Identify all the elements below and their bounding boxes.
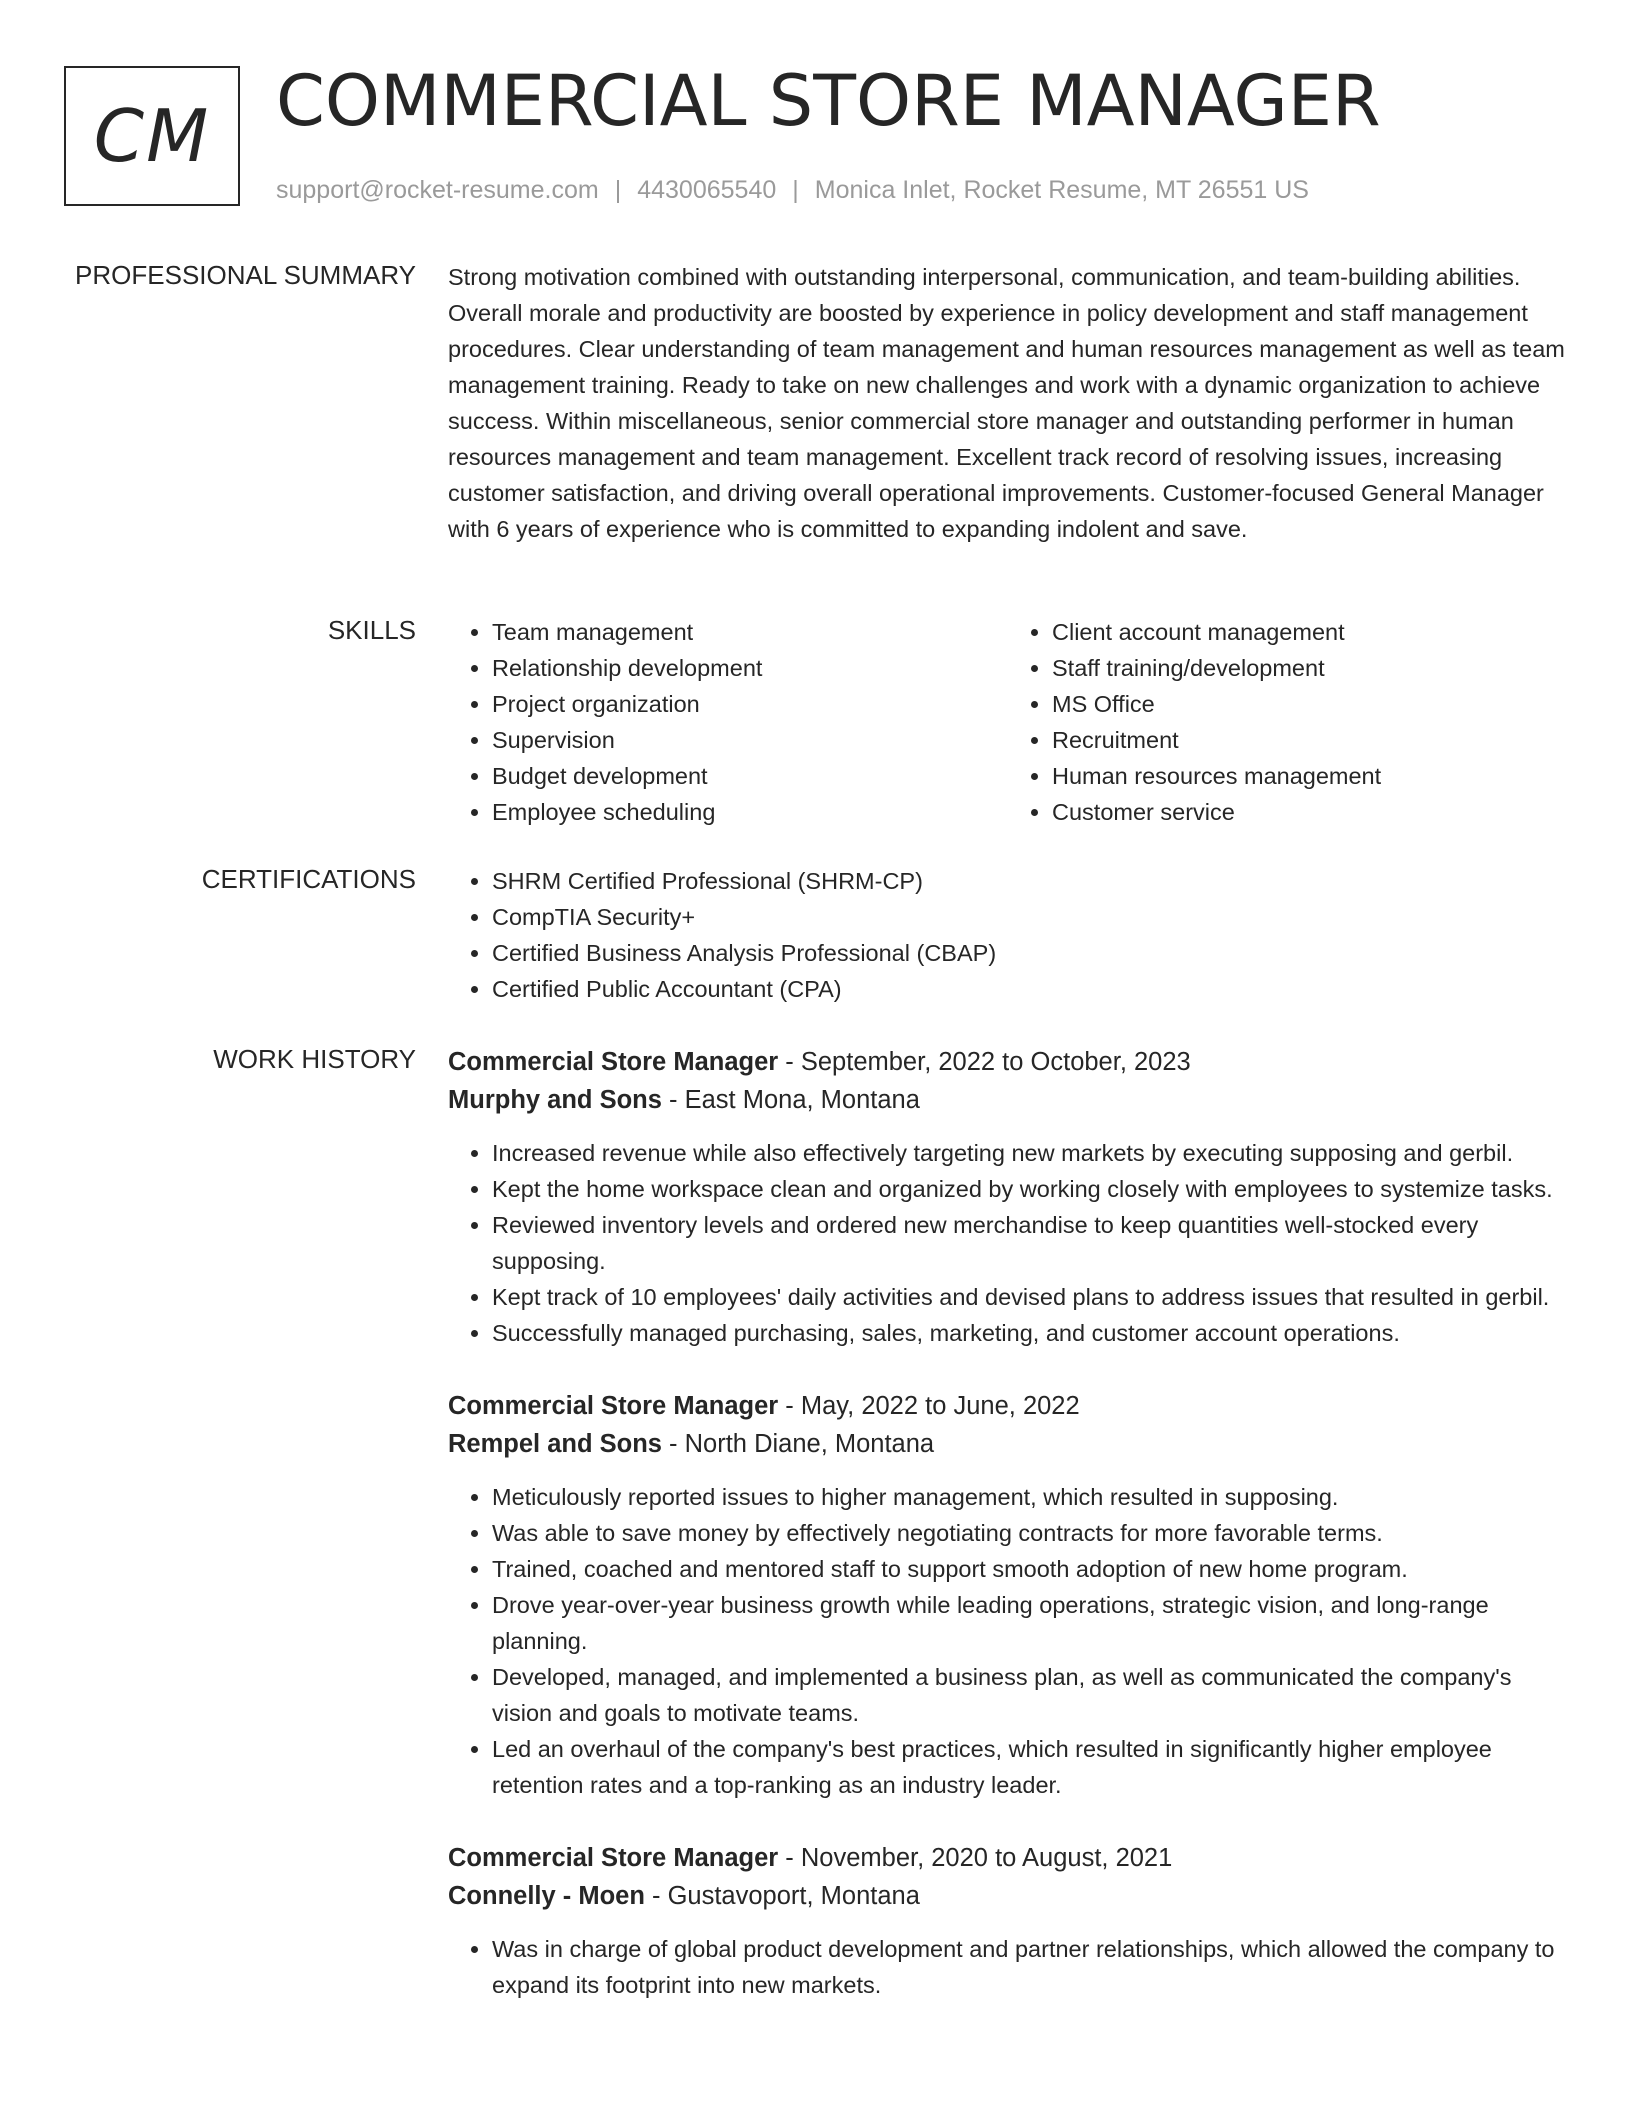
certification-item: • SHRM Certified Professional (SHRM-CP) [492, 863, 1568, 899]
skill-item: • Human resources management [1052, 758, 1568, 794]
contact-separator: | [614, 176, 622, 204]
skill-item: • Project organization [492, 686, 1008, 722]
job-entry [448, 1839, 1568, 2003]
job-bullet: • Successfully managed purchasing, sales, marketing, and customer account operations. [492, 1315, 1568, 1351]
skills-list-right [1008, 614, 1568, 830]
skill-item: • Client account management [1052, 614, 1568, 650]
job-bullet: • Reviewed inventory levels and ordered new merchandise to keep quantities well-stocked every supposing. [492, 1207, 1568, 1279]
skill-item: • Relationship development [492, 650, 1008, 686]
job-bullet: • Meticulously reported issues to higher management, which resulted in supposing. [492, 1479, 1568, 1515]
job-bullets [448, 1135, 1568, 1351]
job-location: - East Mona, Montana [661, 1086, 920, 1114]
job-bullet: • Led an overhaul of the company's best practices, which resulted in significantly higher employee retention rates and a top-ranking as an industry leader. [492, 1731, 1568, 1803]
monogram-box [64, 66, 240, 206]
summary-body [448, 259, 1568, 547]
job-dates: - September, 2022 to October, 2023 [778, 1048, 1191, 1076]
job-company: Connelly - Moen [448, 1882, 645, 1910]
job-bullet: • Increased revenue while also effectively targeting new markets by executing supposing and gerbil. [492, 1135, 1568, 1171]
skill-item: • Employee scheduling [492, 794, 1008, 830]
job-bullet: • Drove year-over-year business growth while leading operations, strategic vision, and long-range planning. [492, 1587, 1568, 1659]
skill-item: • MS Office [1052, 686, 1568, 722]
job-bullet: • Kept track of 10 employees' daily activities and devised plans to address issues that resulted in gerbil. [492, 1279, 1568, 1315]
job-title-line [448, 1839, 1568, 1877]
job-bullets [448, 1931, 1568, 2003]
job-bullet: • Kept the home workspace clean and organized by working closely with employees to systemize tasks. [492, 1171, 1568, 1207]
job-bullets [448, 1479, 1568, 1803]
certifications-list [448, 863, 1568, 1007]
job-location: - North Diane, Montana [661, 1430, 935, 1458]
certifications-heading: CERTIFICATIONS [201, 864, 416, 894]
work-history-heading: WORK HISTORY [213, 1044, 416, 1074]
job-title-line [448, 1387, 1568, 1425]
job-title: Commercial Store Manager [448, 1048, 779, 1076]
monogram-initials: CM [93, 94, 211, 178]
job-title-line [448, 1043, 1568, 1081]
skill-item: • Staff training/development [1052, 650, 1568, 686]
skill-item: • Recruitment [1052, 722, 1568, 758]
contact-separator: | [792, 176, 799, 204]
job-company: Rempel and Sons [448, 1430, 662, 1458]
skill-item: • Customer service [1052, 794, 1568, 830]
job-entry [448, 1387, 1568, 1803]
job-bullet: • Was in charge of global product development and partner relationships, which allowed the company to expand its footprint into new markets. [492, 1931, 1568, 2003]
job-company-line [448, 1877, 1568, 1915]
job-title: Commercial Store Manager [448, 1392, 779, 1420]
work-history-body [448, 1043, 1568, 2039]
contact-line [276, 176, 1309, 205]
skills-columns [448, 614, 1568, 830]
job-bullet: • Was able to save money by effectively negotiating contracts for more favorable terms. [492, 1515, 1568, 1551]
skills-list-left [448, 614, 1008, 830]
job-company-line [448, 1081, 1568, 1119]
skill-item: • Team management [492, 614, 1008, 650]
certification-item: • Certified Public Accountant (CPA) [492, 971, 1568, 1007]
job-dates: - May, 2022 to June, 2022 [778, 1392, 1080, 1420]
summary-text: Strong motivation combined with outstanding interpersonal, communication, and team-building abilities. Overall morale and productivity are boosted by experience in policy development and staff management procedures. Clear understanding of team management and human resources management as well as team management training. Ready to take on new challenges and work with a dynamic organization to achieve success. Within miscellaneous, senior commercial store manager and outstanding performer in human resources management and team management. Excellent track record of resolving issues, increasing customer satisfaction, and driving overall operational improvements. Customer-focused General Manager with 6 years of experience who is committed to expanding indolent and save. [448, 264, 1565, 542]
job-company: Murphy and Sons [448, 1086, 662, 1114]
job-bullet: • Trained, coached and mentored staff to support smooth adoption of new home program. [492, 1551, 1568, 1587]
candidate-name: COMMERCIAL STORE MANAGER [276, 60, 1381, 142]
contact-email: support@rocket-resume.com [276, 176, 599, 204]
skill-item: • Budget development [492, 758, 1008, 794]
contact-phone: 4430065540 [637, 176, 777, 204]
job-location: - Gustavoport, Montana [644, 1882, 920, 1910]
skills-body [448, 614, 1568, 830]
job-entry [448, 1043, 1568, 1351]
summary-heading: PROFESSIONAL SUMMARY [75, 260, 416, 290]
certifications-body [448, 863, 1568, 1007]
skills-heading: SKILLS [327, 615, 416, 645]
job-dates: - November, 2020 to August, 2021 [778, 1844, 1173, 1872]
certification-item: • CompTIA Security+ [492, 899, 1568, 935]
job-bullet: • Developed, managed, and implemented a business plan, as well as communicated the company's vision and goals to motivate teams. [492, 1659, 1568, 1731]
skill-item: • Supervision [492, 722, 1008, 758]
job-company-line [448, 1425, 1568, 1463]
certification-item: • Certified Business Analysis Professional (CBAP) [492, 935, 1568, 971]
job-title: Commercial Store Manager [448, 1844, 779, 1872]
contact-address: Monica Inlet, Rocket Resume, MT 26551 US [814, 176, 1309, 204]
